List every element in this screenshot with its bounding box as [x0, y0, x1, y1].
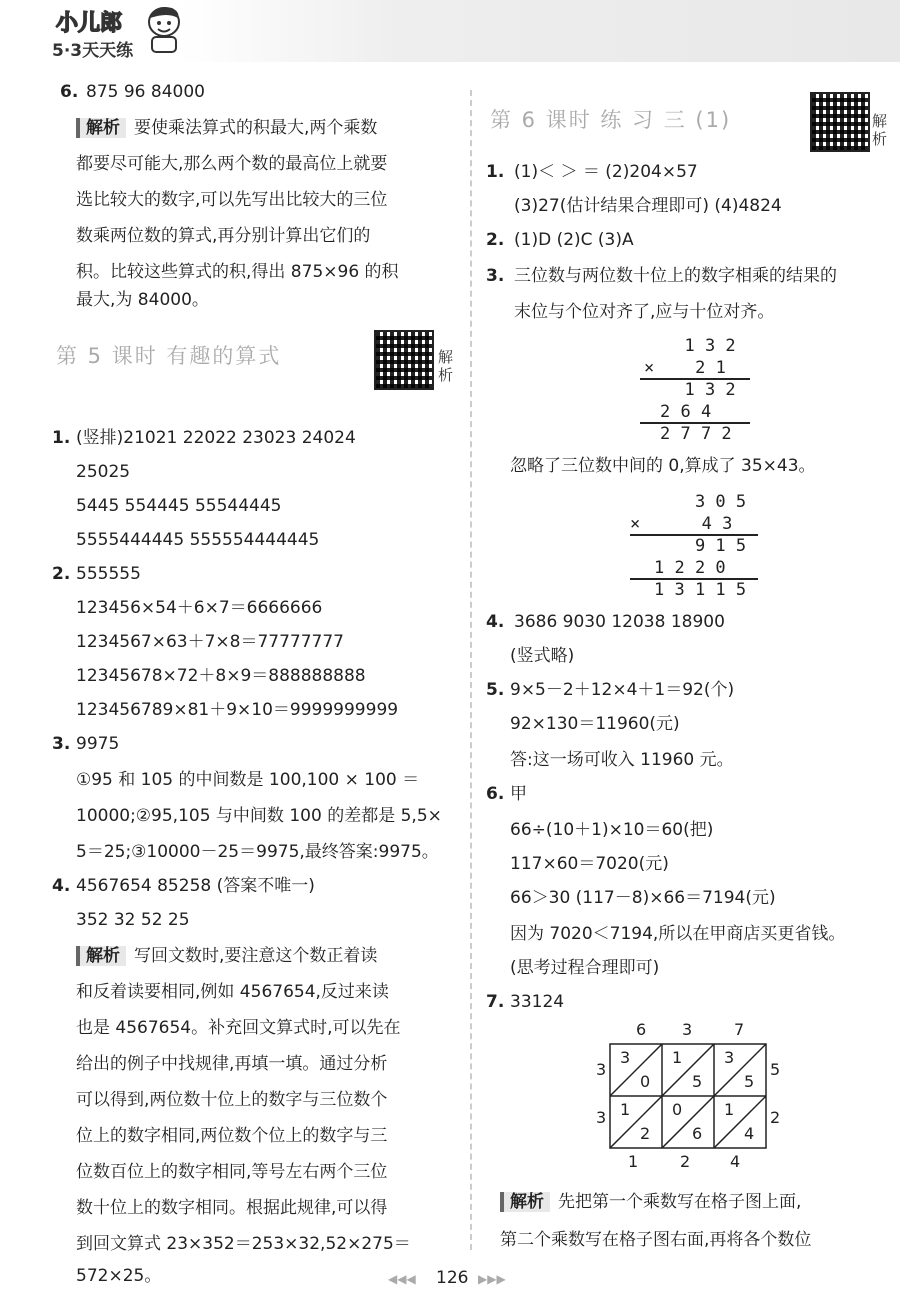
q6-number: 6.	[60, 82, 79, 102]
grid-cell-digit: 5	[692, 1072, 703, 1091]
calc1-row: × 2 1	[644, 358, 726, 378]
qr-label: 解析	[438, 348, 454, 384]
analysis-badge: 解析	[76, 118, 126, 138]
s6-q4-number: 4.	[486, 612, 505, 632]
q6-analysis-line-3: 选比较大的数字,可以先写出比较大的三位	[76, 190, 388, 210]
s5-q1-number: 1.	[52, 428, 71, 448]
s6-q3-number: 3.	[486, 266, 505, 286]
section-6-title: 第 6 课时 练 习 三 (1)	[490, 108, 732, 132]
q6-analysis-line-2: 都要尽可能大,那么两个数的最高位上就要	[76, 154, 388, 174]
s5-q2-line: 12345678×72＋8×9＝888888888	[76, 666, 366, 686]
grid-cell-digit: 1	[724, 1100, 735, 1119]
q6-analysis-line-5: 积。比较这些算式的积,得出 875×96 的积	[76, 262, 399, 282]
s6-q4-line: 3686 9030 12038 18900	[514, 612, 725, 632]
page-header	[0, 0, 900, 62]
s5-q2-line: 1234567×63＋7×8＝77777777	[76, 632, 344, 652]
analysis-badge: 解析	[500, 1192, 550, 1212]
grid-cell-digit: 4	[744, 1124, 755, 1143]
q4-analysis-line: 到回文算式 23×352＝253×32,52×275＝	[76, 1234, 411, 1254]
grid-cell-digit: 0	[640, 1072, 651, 1091]
s5-q3-number: 3.	[52, 734, 71, 754]
s5-q4-number: 4.	[52, 876, 71, 896]
q6-analysis-line-6: 最大,为 84000。	[76, 290, 209, 310]
q4-analysis-line: 572×25。	[76, 1266, 162, 1286]
s6-q6-line: 66÷(10＋1)×10＝60(把)	[510, 820, 714, 840]
s6-q6-line: 117×60＝7020(元)	[510, 854, 669, 874]
grid-right-digit: 5	[770, 1060, 781, 1079]
s6-q5-number: 5.	[486, 680, 505, 700]
grid-bottom-digit: 4	[730, 1152, 741, 1171]
column-divider	[470, 90, 472, 1250]
q4-analysis-line-1: 解析 写回文数时,要注意这个数正着读	[76, 946, 377, 966]
q6-analysis-line-4: 数乘两位数的算式,再分别计算出它们的	[76, 226, 371, 246]
s6-q6-line: 66＞30 (117－8)×66＝7194(元)	[510, 888, 776, 908]
qr-code-icon[interactable]	[374, 330, 434, 390]
s5-q3-line: 5＝25;③10000－25＝9975,最终答案:9975。	[76, 842, 439, 862]
s6-q3-line: 末位与个位对齐了,应与十位对齐。	[514, 302, 775, 322]
grid-left-digit: 3	[596, 1060, 607, 1079]
s5-q1-line: 25025	[76, 462, 131, 482]
q4-analysis-line: 也是 4567654。补充回文算式时,可以先在	[76, 1018, 401, 1038]
s5-q1-line: (竖排)21021 22022 23023 24024	[76, 428, 356, 448]
s6-q6-line: (思考过程合理即可)	[510, 958, 660, 978]
q4-analysis-line: 可以得到,两位数十位上的数字与三位数个	[76, 1090, 388, 1110]
s6-q3-line: 三位数与两位数十位上的数字相乘的结果的	[514, 266, 837, 286]
s6-q7-number: 7.	[486, 992, 505, 1012]
s6-q6-line: 甲	[510, 784, 527, 804]
s5-q3-line: 10000;②95,105 与中间数 100 的差都是 5,5×	[76, 806, 442, 826]
q7-analysis-line-2: 第二个乘数写在格子图右面,再将各个数位	[500, 1230, 812, 1250]
s5-q4-line: 352 32 52 25	[76, 910, 190, 930]
q4-analysis-line: 数十位上的数字相同。根据此规律,可以得	[76, 1198, 388, 1218]
s6-q2-line: (1)D (2)C (3)A	[514, 230, 634, 250]
page-prev-arrows-icon: ◀◀◀	[388, 1272, 416, 1286]
calc2-row: 1 3 1 1 5	[654, 580, 747, 600]
s6-q4-line: (竖式略)	[510, 646, 575, 666]
s6-q7-answer: 33124	[510, 992, 565, 1012]
calc2-row: 9 1 5	[654, 536, 747, 556]
calc1-row: 2 7 7 2	[660, 424, 732, 444]
s5-q4-line: 4567654 85258 (答案不唯一)	[76, 876, 315, 896]
mascot-icon	[142, 4, 186, 54]
s6-q2-number: 2.	[486, 230, 505, 250]
q4-analysis-line: 位数百位上的数字相同,等号左右两个三位	[76, 1162, 388, 1182]
s5-q2-line: 555555	[76, 564, 141, 584]
section-5-title: 第 5 课时 有趣的算式	[56, 344, 282, 368]
calc1-row: 2 6 4	[660, 402, 712, 422]
s5-q3-line: 9975	[76, 734, 120, 754]
grid-left-digit: 3	[596, 1108, 607, 1127]
s5-q2-line: 123456789×81＋9×10＝9999999999	[76, 700, 399, 720]
s6-q1-number: 1.	[486, 162, 505, 182]
s6-q1-line: (1)＜ ＞ ＝ (2)204×57	[514, 162, 698, 182]
s5-q2-number: 2.	[52, 564, 71, 584]
grid-top-digit: 7	[734, 1020, 745, 1039]
s6-q3-middle: 忽略了三位数中间的 0,算成了 35×43。	[510, 456, 816, 476]
s6-q6-number: 6.	[486, 784, 505, 804]
qr-code-icon[interactable]	[810, 92, 870, 152]
grid-cell-digit: 3	[724, 1048, 735, 1067]
q6-analysis-line-1: 解析 要使乘法算式的积最大,两个乘数	[76, 118, 377, 138]
calc2-row: 1 2 2 0	[654, 558, 726, 578]
grid-cell-digit: 0	[672, 1100, 683, 1119]
page-number: 126	[436, 1268, 469, 1288]
s5-q2-line: 123456×54＋6×7＝6666666	[76, 598, 323, 618]
s5-q1-line: 5555444445 555554444445	[76, 530, 320, 550]
s6-q5-line: 92×130＝11960(元)	[510, 714, 680, 734]
calc2-row: × 4 3	[630, 514, 733, 534]
s6-q6-line: 因为 7020＜7194,所以在甲商店买更省钱。	[510, 924, 846, 944]
s6-q1-line: (3)27(估计结果合理即可) (4)4824	[514, 196, 782, 216]
grid-right-digit: 2	[770, 1108, 781, 1127]
calc1-row: 1 3 2	[664, 336, 736, 356]
lattice-grid	[590, 1020, 781, 1174]
s5-q1-line: 5445 554445 55544445	[76, 496, 282, 516]
grid-cell-digit: 6	[692, 1124, 703, 1143]
brand-subtitle: 5·3天天练	[52, 41, 134, 61]
grid-top-digit: 3	[682, 1020, 693, 1039]
q6-answer: 875 96 84000	[86, 82, 205, 102]
s5-q3-line: ①95 和 105 的中间数是 100,100 × 100 ＝	[76, 770, 420, 790]
calc2-row: 3 0 5	[654, 492, 747, 512]
qr-label: 解析	[872, 112, 888, 148]
grid-bottom-digit: 2	[680, 1152, 691, 1171]
grid-cell-digit: 1	[620, 1100, 631, 1119]
grid-cell-digit: 1	[672, 1048, 683, 1067]
q4-analysis-line: 和反着读要相同,例如 4567654,反过来读	[76, 982, 389, 1002]
grid-cell-digit: 2	[640, 1124, 651, 1143]
analysis-badge: 解析	[76, 946, 126, 966]
q7-analysis-line-1: 解析 先把第一个乘数写在格子图上面,	[500, 1192, 801, 1212]
page-next-arrows-icon: ▶▶▶	[478, 1272, 506, 1286]
s6-q5-line: 答:这一场可收入 11960 元。	[510, 750, 734, 770]
grid-cell-digit: 5	[744, 1072, 755, 1091]
q4-analysis-line: 给出的例子中找规律,再填一填。通过分析	[76, 1054, 388, 1074]
brand-logo: 小儿郎	[56, 11, 123, 36]
s6-q5-line: 9×5－2＋12×4＋1＝92(个)	[510, 680, 735, 700]
grid-top-digit: 6	[636, 1020, 647, 1039]
calc1-row: 1 3 2	[664, 380, 736, 400]
grid-bottom-digit: 1	[628, 1152, 639, 1171]
q4-analysis-line: 位上的数字相同,两位数个位上的数字与三	[76, 1126, 388, 1146]
grid-cell-digit: 3	[620, 1048, 631, 1067]
